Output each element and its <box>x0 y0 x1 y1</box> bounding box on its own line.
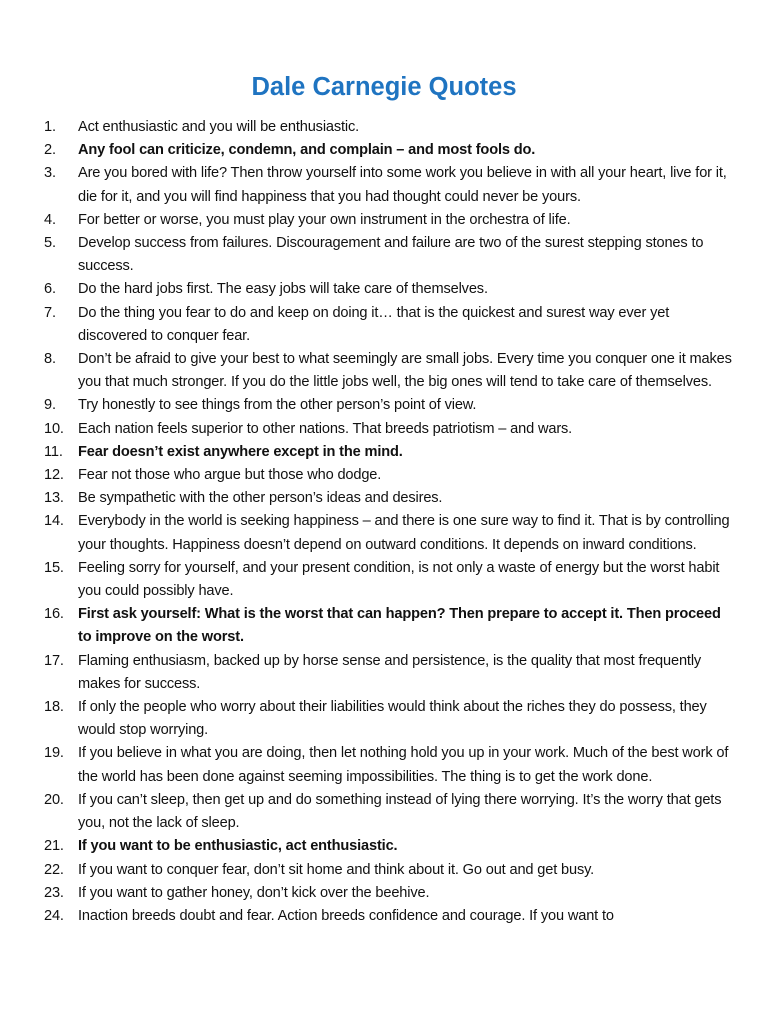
list-item <box>44 139 734 162</box>
page-title: Dale Carnegie Quotes <box>251 73 517 102</box>
quote-number: 5. <box>44 235 56 252</box>
quote-number: 1. <box>44 119 56 135</box>
quote-text: Be sympathetic with the other person’s ideas and desires. <box>78 490 443 507</box>
quote-number: 14. <box>44 513 64 530</box>
quote-text: Fear not those who argue but those who dodge. <box>78 467 382 484</box>
list-item <box>44 650 734 696</box>
list-item <box>44 487 734 510</box>
list-item <box>44 464 734 487</box>
quote-text: If you can’t sleep, then get up and do something instead of lying there worrying. It’s the worry that gets you, not the lack of sleep. <box>78 791 722 832</box>
quote-text: Act enthusiastic and you will be enthusiastic. <box>78 119 360 135</box>
quote-number: 8. <box>44 351 56 368</box>
quote-number: 20. <box>44 791 64 808</box>
list-item <box>44 209 734 232</box>
quote-number: 22. <box>44 861 64 878</box>
quote-text: Everybody in the world is seeking happiness – and there is one sure way to find it. That is by controlling your thoughts. Happiness doesn’t depend on outward conditions. It depends on inward conditions. <box>78 513 730 553</box>
quote-text: Each nation feels superior to other nations. That breeds patriotism – and wars. <box>78 420 573 437</box>
quote-number: 18. <box>44 699 64 716</box>
list-item <box>44 510 734 556</box>
list-item <box>44 742 734 788</box>
list-item <box>44 394 734 417</box>
quote-number: 12. <box>44 467 64 484</box>
quote-text: Do the hard jobs first. The easy jobs will take care of themselves. <box>78 281 488 298</box>
quote-number: 17. <box>44 652 64 669</box>
quote-text: Do the thing you fear to do and keep on doing it… that is the quickest and surest way ever yet discovered to conquer fear. <box>78 304 670 344</box>
quote-list <box>44 116 734 928</box>
list-item <box>44 789 734 835</box>
quote-number: 16. <box>44 606 64 623</box>
quote-text: Develop success from failures. Discouragement and failure are two of the surest stepping stones to success. <box>78 235 704 275</box>
quote-text: Feeling sorry for yourself, and your present condition, is not only a waste of energy but the worst habit you could possibly have. <box>78 559 720 600</box>
quote-number: 23. <box>44 884 64 901</box>
quote-number: 10. <box>44 420 64 437</box>
quote-text: If only the people who worry about their liabilities would think about the riches they do possess, they would stop worrying. <box>78 699 707 739</box>
list-item <box>44 418 734 441</box>
list-item <box>44 696 734 742</box>
list-item <box>44 162 734 208</box>
quote-text: Fear doesn’t exist anywhere except in the mind. <box>78 443 403 460</box>
quote-number: 15. <box>44 559 64 576</box>
list-item <box>44 278 734 301</box>
quote-text: If you believe in what you are doing, then let nothing hold you up in your work. Much of the best work of the world has been done against seeming impossibilities. The thing is to get the work done. <box>78 745 729 785</box>
list-item <box>44 116 734 139</box>
list-item <box>44 441 734 464</box>
quote-text: If you want to conquer fear, don’t sit home and think about it. Go out and get busy. <box>78 861 595 878</box>
quote-text: Flaming enthusiasm, backed up by horse sense and persistence, is the quality that most frequently makes for success. <box>78 652 702 692</box>
quote-text: Any fool can criticize, condemn, and complain – and most fools do. <box>78 142 536 159</box>
quote-number: 4. <box>44 211 56 228</box>
list-item <box>44 603 734 649</box>
quote-number: 21. <box>44 838 64 855</box>
quote-number: 24. <box>44 907 64 924</box>
list-item <box>44 835 734 858</box>
quote-number: 7. <box>44 304 56 321</box>
list-item <box>44 348 734 394</box>
list-item <box>44 557 734 603</box>
quote-text: Inaction breeds doubt and fear. Action breeds confidence and courage. If you want to <box>78 907 614 924</box>
quote-number: 13. <box>44 490 64 507</box>
quote-text: If you want to be enthusiastic, act enthusiastic. <box>78 838 398 855</box>
list-item <box>44 302 734 348</box>
quote-number: 6. <box>44 281 56 298</box>
quote-number: 2. <box>44 142 56 159</box>
quote-text: Are you bored with life? Then throw yourself into some work you believe in with all your heart, live for it, die for it, and you will find happiness that you had thought could never be yours. <box>78 165 727 205</box>
quote-text: Don’t be afraid to give your best to what seemingly are small jobs. Every time you conquer one it makes you that much stronger. If you do the little jobs well, the big ones will tend to take care of themselves. <box>78 351 732 391</box>
list-item <box>44 905 734 928</box>
quote-text: Try honestly to see things from the other person’s point of view. <box>78 397 477 414</box>
quote-text: First ask yourself: What is the worst that can happen? Then prepare to accept it. Then proceed to improve on the worst. <box>78 606 721 646</box>
list-item <box>44 859 734 882</box>
quote-number: 9. <box>44 397 56 414</box>
quote-number: 19. <box>44 745 64 762</box>
list-item <box>44 232 734 278</box>
list-item <box>44 882 734 905</box>
quote-number: 3. <box>44 165 56 182</box>
quote-number: 11. <box>44 443 63 460</box>
quote-text: If you want to gather honey, don’t kick over the beehive. <box>78 884 430 901</box>
quote-text: For better or worse, you must play your own instrument in the orchestra of life. <box>78 211 571 228</box>
